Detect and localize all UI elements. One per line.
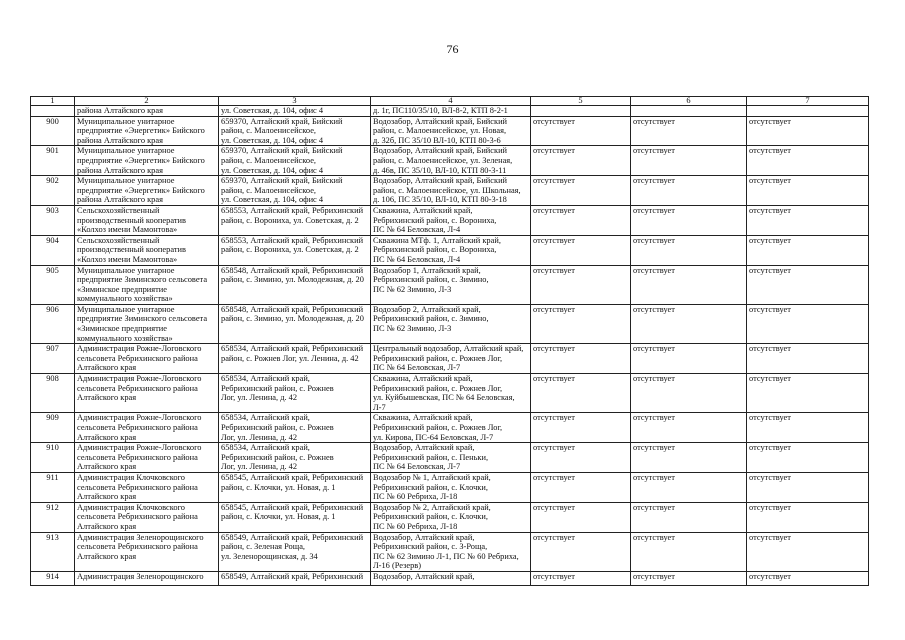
cell-col6 xyxy=(631,265,747,304)
cell-text: 909 xyxy=(46,413,59,423)
cell-text: Водозабор 2, Алтайский край, Ребрихинский район, с. Зимино, ПС № 62 Зимино, Л-3 xyxy=(373,304,489,334)
organization-name xyxy=(75,205,219,235)
cell-text: отсутствует xyxy=(633,176,675,186)
table-row xyxy=(31,502,869,532)
facility-location xyxy=(371,265,531,304)
cell-text: отсутствует xyxy=(533,344,575,354)
cell-col6 xyxy=(631,413,747,443)
column-header: 3 xyxy=(219,97,371,106)
facility-location xyxy=(371,571,531,585)
column-header: 6 xyxy=(631,97,747,106)
cell-text: Водозабор, Алтайский край, Бийский район, с. Малоенисейское, ул. Новая, д. 32б, ПС 35/10 ВЛ-10, КТП 80-3-6 xyxy=(373,116,508,145)
cell-text: отсутствует xyxy=(633,304,675,314)
organization-name xyxy=(75,116,219,146)
table-row xyxy=(31,176,869,206)
cell-col5 xyxy=(531,304,631,343)
table-row xyxy=(31,571,869,585)
cell-text: Скважина МТф. 1, Алтайский край, Ребрихинский район, с. Ворониха, ПС № 64 Беловская, Л-4 xyxy=(373,235,501,264)
cell-text: 658548, Алтайский край, Ребрихинский район, с. Зимино, ул. Молодежная, д. 20 xyxy=(221,304,364,324)
table-row xyxy=(31,265,869,304)
cell-text: отсутствует xyxy=(533,374,575,384)
cell-text: 659370, Алтайский край, Бийский район, с. Малоенисейское, ул. Советская, д. 104, офис 4 xyxy=(221,116,343,145)
row-number xyxy=(31,146,75,176)
cell-col7 xyxy=(747,116,869,146)
cell-text: отсутствует xyxy=(533,571,575,581)
cell-text: отсутствует xyxy=(749,532,791,542)
table-body xyxy=(31,106,869,586)
organization-name xyxy=(75,532,219,571)
cell-text: Скважина, Алтайский край, Ребрихинский район, с. Рожнев Лог, ул. Куйбышевская, ПС № 64 Беловская, Л-7 xyxy=(373,374,515,412)
organization-name xyxy=(75,472,219,502)
cell-text: Водозабор № 2, Алтайский край, Ребрихинский район, с. Клочки, ПС № 60 Ребриха, Л-18 xyxy=(373,502,491,531)
cell-col7 xyxy=(747,413,869,443)
cell-text: отсутствует xyxy=(633,344,675,354)
cell-col6 xyxy=(631,304,747,343)
row-number xyxy=(31,472,75,502)
cell-text: отсутствует xyxy=(749,205,791,215)
row-number xyxy=(31,235,75,265)
cell-text: Водозабор, Алтайский край, Ребрихинский район, с. З-Роща, ПС № 62 Зимино Л-1, ПС № 60 Ребриха, Л-16 (Резерв) xyxy=(373,532,519,571)
cell-col5 xyxy=(531,205,631,235)
cell-text: 908 xyxy=(46,374,59,384)
cell-col5 xyxy=(531,176,631,206)
cell-text: Скважина, Алтайский край, Ребрихинский район, с. Рожнев Лог, ул. Кирова, ПС-64 Беловская, Л-7 xyxy=(373,413,503,442)
row-number xyxy=(31,532,75,571)
organization-address xyxy=(219,443,371,473)
cell-text: 658549, Алтайский край, Ребрихинский xyxy=(221,571,364,581)
organization-name xyxy=(75,235,219,265)
cell-text: отсутствует xyxy=(749,146,791,156)
row-number xyxy=(31,502,75,532)
organization-name xyxy=(75,304,219,343)
cell-text: Администрация Клочковского сельсовета Ребрихинского района Алтайского края xyxy=(77,502,198,531)
cell-text: отсутствует xyxy=(749,472,791,482)
cell-col6 xyxy=(631,205,747,235)
column-number-row xyxy=(31,97,869,106)
cell-text: 912 xyxy=(46,502,59,512)
cell-col5 xyxy=(531,532,631,571)
cell-col7 xyxy=(747,443,869,473)
cell-text: отсутствует xyxy=(533,205,575,215)
cell-text: 658548, Алтайский край, Ребрихинский район, с. Зимино, ул. Молодежная, д. 20 xyxy=(221,265,364,285)
row-number xyxy=(31,443,75,473)
facility-location xyxy=(371,106,531,117)
table-row xyxy=(31,235,869,265)
cell-col6 xyxy=(631,374,747,413)
cell-text: отсутствует xyxy=(749,235,791,245)
organization-name xyxy=(75,374,219,413)
cell-text: отсутствует xyxy=(533,304,575,314)
facility-location xyxy=(371,304,531,343)
cell-text: 903 xyxy=(46,205,59,215)
cell-col6 xyxy=(631,146,747,176)
organization-name xyxy=(75,106,219,117)
cell-col7 xyxy=(747,571,869,585)
cell-text: Администрация Рожне-Логовского сельсовета Ребрихинского района Алтайского края xyxy=(77,413,202,442)
cell-col7 xyxy=(747,176,869,206)
organization-address xyxy=(219,106,371,117)
organization-address xyxy=(219,413,371,443)
cell-text: Водозабор, Алтайский край, Ребрихинский район, с. Пеньки, ПС № 64 Беловская, Л-7 xyxy=(373,443,489,472)
cell-text: 910 xyxy=(46,443,59,453)
cell-col5 xyxy=(531,472,631,502)
cell-text: отсутствует xyxy=(533,265,575,275)
facility-location xyxy=(371,235,531,265)
cell-text: отсутствует xyxy=(749,344,791,354)
table-row xyxy=(31,443,869,473)
facility-location xyxy=(371,374,531,413)
organization-name xyxy=(75,502,219,532)
organization-address xyxy=(219,374,371,413)
cell-text: отсутствует xyxy=(749,116,791,126)
cell-text: ул. Советская, д. 104, офис 4 xyxy=(221,106,324,115)
facility-location xyxy=(371,413,531,443)
cell-text: отсутствует xyxy=(749,176,791,186)
cell-text: Администрация Зеленорощинского сельсовета Ребрихинского района Алтайского края xyxy=(77,532,204,561)
cell-text: Администрация Рожне-Логовского сельсовета Ребрихинского района Алтайского края xyxy=(77,443,202,472)
cell-col6 xyxy=(631,472,747,502)
cell-col5 xyxy=(531,571,631,585)
row-number xyxy=(31,205,75,235)
table-row xyxy=(31,374,869,413)
facility-location xyxy=(371,205,531,235)
row-number xyxy=(31,265,75,304)
facility-location xyxy=(371,532,531,571)
cell-text: отсутствует xyxy=(533,532,575,542)
cell-text: Водозабор № 1, Алтайский край, Ребрихинский район, с. Клочки, ПС № 60 Ребриха, Л-18 xyxy=(373,472,491,502)
cell-col7 xyxy=(747,472,869,502)
cell-text: отсутствует xyxy=(749,265,791,275)
column-header: 1 xyxy=(31,97,75,106)
cell-text: отсутствует xyxy=(749,502,791,512)
cell-text: Водозабор, Алтайский край, xyxy=(373,571,475,581)
organization-address xyxy=(219,235,371,265)
cell-text: 658553, Алтайский край, Ребрихинский район, с. Ворониха, ул. Советская, д. 2 xyxy=(221,235,364,255)
cell-text: 902 xyxy=(46,176,59,186)
cell-text: Водозабор, Алтайский край, Бийский район, с. Малоенисейское, ул. Зеленая, д. 46в, ПС 35/10, ВЛ-10, КТП 80-3-11 xyxy=(373,146,513,175)
organization-name xyxy=(75,344,219,374)
cell-text: Муниципальное унитарное предприятие Зиминского сельсовета «Зиминское предприятие коммунального хозяйства» xyxy=(77,265,208,304)
row-number xyxy=(31,344,75,374)
cell-col6 xyxy=(631,571,747,585)
table-row xyxy=(31,413,869,443)
cell-text: д. 1г, ПС110/35/10, ВЛ-8-2, КТП 8-2-1 xyxy=(373,106,508,115)
cell-col5 xyxy=(531,443,631,473)
cell-text: отсутствует xyxy=(533,146,575,156)
cell-text: 901 xyxy=(46,146,59,156)
cell-col5 xyxy=(531,235,631,265)
facility-location xyxy=(371,146,531,176)
organization-address xyxy=(219,532,371,571)
facility-location xyxy=(371,116,531,146)
page-number: 76 xyxy=(446,42,459,56)
cell-col6 xyxy=(631,235,747,265)
cell-text: 658534, Алтайский край, Ребрихинский район, с. Рожнев Лог, ул. Ленина, д. 42 xyxy=(221,344,364,363)
cell-text: Водозабор, Алтайский край, Бийский район, с. Малоенисейское, ул. Школьная, д. 106, ПС 35/10, ВЛ-10, КТП 80-3-18 xyxy=(373,176,521,205)
row-number xyxy=(31,413,75,443)
cell-text: отсутствует xyxy=(533,413,575,423)
organization-address xyxy=(219,571,371,585)
row-number xyxy=(31,374,75,413)
cell-text: 914 xyxy=(46,571,59,581)
cell-text: отсутствует xyxy=(533,235,575,245)
organization-name xyxy=(75,571,219,585)
cell-text: Сельскохозяйственный производственный кооператив «Колхоз имени Мамонтова» xyxy=(77,205,186,235)
column-header: 5 xyxy=(531,97,631,106)
cell-text: Администрация Зеленорощинского xyxy=(77,571,204,581)
cell-col6 xyxy=(631,502,747,532)
cell-text: 658553, Алтайский край, Ребрихинский район, с. Ворониха, ул. Советская, д. 2 xyxy=(221,205,364,225)
organization-address xyxy=(219,146,371,176)
cell-text: отсутствует xyxy=(633,235,675,245)
cell-text: отсутствует xyxy=(633,502,675,512)
cell-col7 xyxy=(747,146,869,176)
table-row xyxy=(31,532,869,571)
cell-col5 xyxy=(531,413,631,443)
table-row xyxy=(31,116,869,146)
cell-text: отсутствует xyxy=(749,413,791,423)
cell-col6 xyxy=(631,344,747,374)
cell-text: 906 xyxy=(46,304,59,314)
cell-text: отсутствует xyxy=(633,374,675,384)
cell-text: отсутствует xyxy=(633,116,675,126)
cell-text: отсутствует xyxy=(533,176,575,186)
row-number xyxy=(31,176,75,206)
cell-col7 xyxy=(747,265,869,304)
cell-text: Скважина, Алтайский край, Ребрихинский район, с. Ворониха, ПС № 64 Беловская, Л-4 xyxy=(373,205,497,235)
cell-text: отсутствует xyxy=(633,146,675,156)
organization-address xyxy=(219,205,371,235)
organization-address xyxy=(219,344,371,374)
cell-col5 xyxy=(531,374,631,413)
cell-text: 659370, Алтайский край, Бийский район, с. Малоенисейское, ул. Советская, д. 104, офис 4 xyxy=(221,146,343,175)
table-row xyxy=(31,106,869,117)
cell-text: отсутствует xyxy=(533,502,575,512)
cell-text: отсутствует xyxy=(533,116,575,126)
organization-name xyxy=(75,265,219,304)
cell-text: отсутствует xyxy=(633,265,675,275)
cell-text: 913 xyxy=(46,532,59,542)
cell-col7 xyxy=(747,205,869,235)
organization-address xyxy=(219,116,371,146)
table-row xyxy=(31,205,869,235)
organization-name xyxy=(75,176,219,206)
organization-name xyxy=(75,413,219,443)
cell-text: 658549, Алтайский край, Ребрихинский район, с. Зеленая Роща, ул. Зеленорощинская, д. 34 xyxy=(221,532,364,561)
cell-text: Муниципальное унитарное предприятие Зиминского сельсовета «Зиминское предприятие коммунального хозяйства» xyxy=(77,304,208,343)
cell-col6 xyxy=(631,443,747,473)
cell-col5 xyxy=(531,502,631,532)
cell-text: 658534, Алтайский край, Ребрихинский район, с. Рожнев Лог, ул. Ленина, д. 42 xyxy=(221,443,334,472)
facility-location xyxy=(371,443,531,473)
organization-name xyxy=(75,146,219,176)
cell-text: Водозабор 1, Алтайский край, Ребрихинский район, с. Зимино, ПС № 62 Зимино, Л-3 xyxy=(373,265,489,294)
facility-location xyxy=(371,176,531,206)
row-number xyxy=(31,304,75,343)
cell-text: отсутствует xyxy=(633,472,675,482)
column-header: 2 xyxy=(75,97,219,106)
organization-name xyxy=(75,443,219,473)
cell-text: 659370, Алтайский край, Бийский район, с. Малоенисейское, ул. Советская, д. 104, офис 4 xyxy=(221,176,343,205)
cell-col6 xyxy=(631,176,747,206)
row-number xyxy=(31,116,75,146)
table-row xyxy=(31,344,869,374)
cell-text: района Алтайского края xyxy=(77,106,163,115)
column-header: 7 xyxy=(747,97,869,106)
cell-col7 xyxy=(747,532,869,571)
facility-location xyxy=(371,472,531,502)
cell-text: отсутствует xyxy=(533,472,575,482)
cell-text: отсутствует xyxy=(633,571,675,581)
cell-col7 xyxy=(747,502,869,532)
registry-table xyxy=(30,96,869,586)
cell-col5 xyxy=(531,344,631,374)
cell-text: отсутствует xyxy=(749,443,791,453)
cell-text: Сельскохозяйственный производственный кооператив «Колхоз имени Мамонтова» xyxy=(77,235,186,264)
cell-text: 904 xyxy=(46,235,59,245)
row-number xyxy=(31,571,75,585)
table-row xyxy=(31,472,869,502)
cell-text: 658534, Алтайский край, Ребрихинский район, с. Рожнев Лог, ул. Ленина, д. 42 xyxy=(221,374,334,403)
cell-col5 xyxy=(531,116,631,146)
cell-text: отсутствует xyxy=(749,374,791,384)
cell-col7 xyxy=(747,374,869,413)
cell-col6 xyxy=(631,106,747,117)
cell-text: 905 xyxy=(46,265,59,275)
cell-text: отсутствует xyxy=(533,443,575,453)
cell-text: 658534, Алтайский край, Ребрихинский район, с. Рожнев Лог, ул. Ленина, д. 42 xyxy=(221,413,334,442)
organization-address xyxy=(219,472,371,502)
cell-text: Муниципальное унитарное предприятие «Энергетик» Бийского района Алтайского края xyxy=(77,176,205,205)
cell-text: Администрация Рожне-Логовского сельсовета Ребрихинского района Алтайского края xyxy=(77,374,202,403)
facility-location xyxy=(371,502,531,532)
cell-text: 907 xyxy=(46,344,59,354)
cell-text: 658545, Алтайский край, Ребрихинский район, с. Клочки, ул. Новая, д. 1 xyxy=(221,502,364,522)
cell-text: Администрация Рожне-Логовского сельсовета Ребрихинского района Алтайского края xyxy=(77,344,202,373)
facility-location xyxy=(371,344,531,374)
cell-col7 xyxy=(747,344,869,374)
cell-col7 xyxy=(747,106,869,117)
cell-text: Центральный водозабор, Алтайский край, Ребрихинский район, с. Рожнев Лог, ПС № 64 Беловская, Л-7 xyxy=(373,344,524,373)
cell-text: отсутствует xyxy=(633,413,675,423)
cell-text: Муниципальное унитарное предприятие «Энергетик» Бийского района Алтайского края xyxy=(77,116,205,145)
cell-text: Администрация Клочковского сельсовета Ребрихинского района Алтайского края xyxy=(77,472,198,502)
table-row xyxy=(31,304,869,343)
cell-text: 658545, Алтайский край, Ребрихинский район, с. Клочки, ул. Новая, д. 1 xyxy=(221,472,364,492)
column-header: 4 xyxy=(371,97,531,106)
cell-text: 911 xyxy=(46,472,59,482)
cell-text: отсутствует xyxy=(749,571,791,581)
organization-address xyxy=(219,176,371,206)
cell-col7 xyxy=(747,235,869,265)
cell-text: 900 xyxy=(46,116,59,126)
cell-col6 xyxy=(631,532,747,571)
cell-text: отсутствует xyxy=(749,304,791,314)
table-row xyxy=(31,146,869,176)
organization-address xyxy=(219,502,371,532)
cell-text: отсутствует xyxy=(633,532,675,542)
cell-col6 xyxy=(631,116,747,146)
cell-col5 xyxy=(531,106,631,117)
cell-text: отсутствует xyxy=(633,443,675,453)
organization-address xyxy=(219,304,371,343)
cell-col7 xyxy=(747,304,869,343)
cell-text: отсутствует xyxy=(633,205,675,215)
cell-col5 xyxy=(531,146,631,176)
cell-text: Муниципальное унитарное предприятие «Энергетик» Бийского района Алтайского края xyxy=(77,146,205,175)
cell-col5 xyxy=(531,265,631,304)
row-number xyxy=(31,106,75,117)
organization-address xyxy=(219,265,371,304)
